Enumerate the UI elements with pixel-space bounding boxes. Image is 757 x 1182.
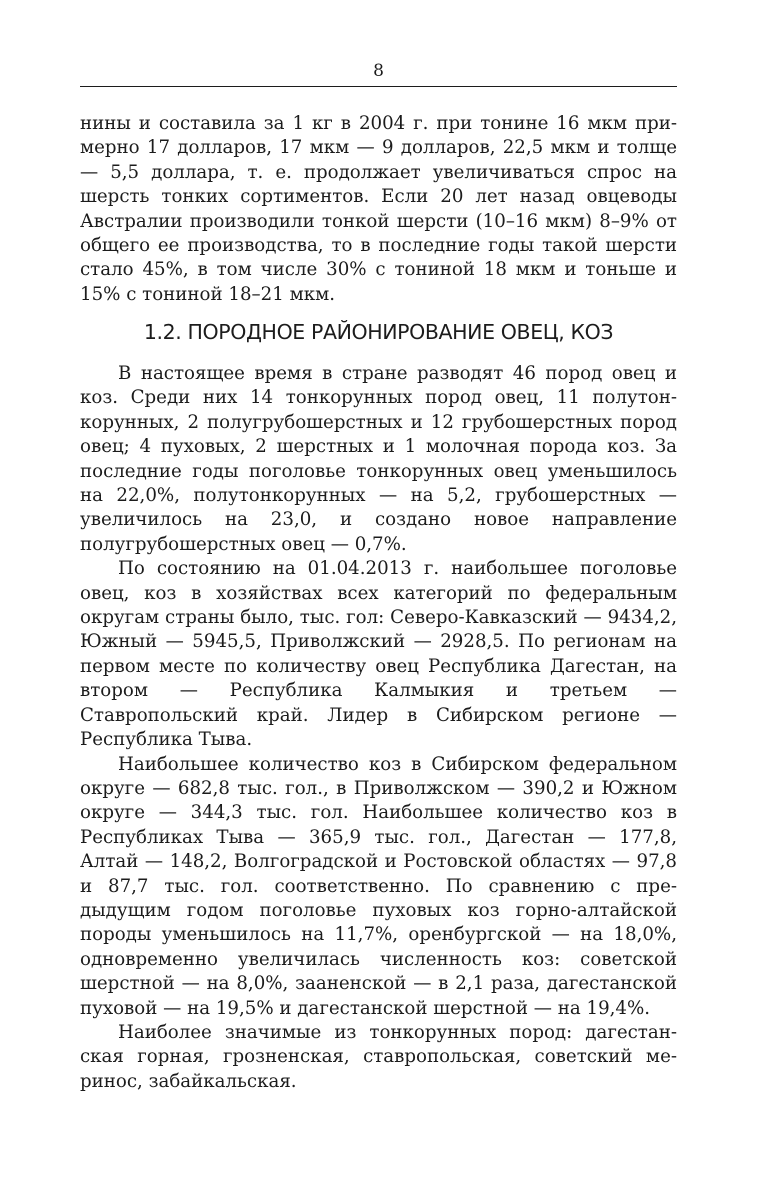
section-body [80,362,677,1094]
paragraph-breeds-overview: В настоящее время в стране разводят 46 пород овец и коз. Среди них 14 тонкорунных пород овец, 11 полутонкорунных, 2 полугрубошерстных и 12 грубошерстных пород овец; 4 пуховых, 2 шерстных и 1 молочная порода коз. За последние годы поголовье тонкорунных овец уменьшилось на 22,0%, полутонкорунных — на 5,2, грубошерстных — увеличилось на 23,0, и создано новое направление полугрубошерстных овец — 0,7%. [80,363,677,555]
page-number: 8 [373,61,384,81]
paragraph-goat-numbers: Наибольшее количество коз в Сибирском федеральном округе — 682,8 тыс. гол., в Приволжском — 390,2 и Южном округе — 344,3 тыс. гол. Наибольшее количество коз в Республиках Тыва — 365,9 тыс. гол., Дагестан — 177,8, Алтай — 148,2, Волгоградской и Ростовской областях — 97,8 и 87,7 тыс. гол. соответственно. По сравнению с предыдущим годом поголовье пуховых коз горно-алтайской породы уменьшилось на 11,7%, оренбургской — на 18,0%, одновременно увеличилась численность коз: советской шерстной — на 8,0%, зааненской — в 2,1 раза, дагестанской пуховой — на 19,5% и дагестанской шерстной — на 19,4%. [80,753,677,1019]
header-rule [80,86,677,87]
continuation-paragraph: нины и составила за 1 кг в 2004 г. при тонине 16 мкм примерно 17 долларов, 17 мкм — 9 долларов, 22,5 мкм и толще — 5,5 доллара, т. е. продолжает увеличиваться спрос на шерсть тонких сортиментов. Если 20 лет назад овцеводы Австралии производили тонкой шерсти (10–16 мкм) 8–9% от общего ее производства, то в последние годы такой шерсти стало 45%, в том числе 30% с тониной 18 мкм и тоньше и 15% с тониной 18–21 мкм. [80,113,677,305]
section-heading: 1.2. ПОРОДНОЕ РАЙОНИРОВАНИЕ ОВЕЦ, КОЗ [143,320,614,344]
paragraph-regional-livestock: По состоянию на 01.04.2013 г. наибольшее поголовье овец, коз в хозяйствах всех категорий по федеральным округам страны было, тыс. гол: Северо-Кавказский — 9434,2, Южный — 5945,5, Приволжский — 2928,5. По регионам на первом месте по количеству овец Республика Дагестан, на втором — Республика Калмыкия и третьем — Ставропольский край. Лидер в Сибирском регионе — Республика Тыва. [80,558,677,751]
continuation-block [80,112,677,307]
paragraph-fine-wool-breeds: Наиболее значимые из тонкорунных пород: дагестанская горная, грозненская, ставропольская, советский меринос, забайкальская. [80,1021,677,1092]
